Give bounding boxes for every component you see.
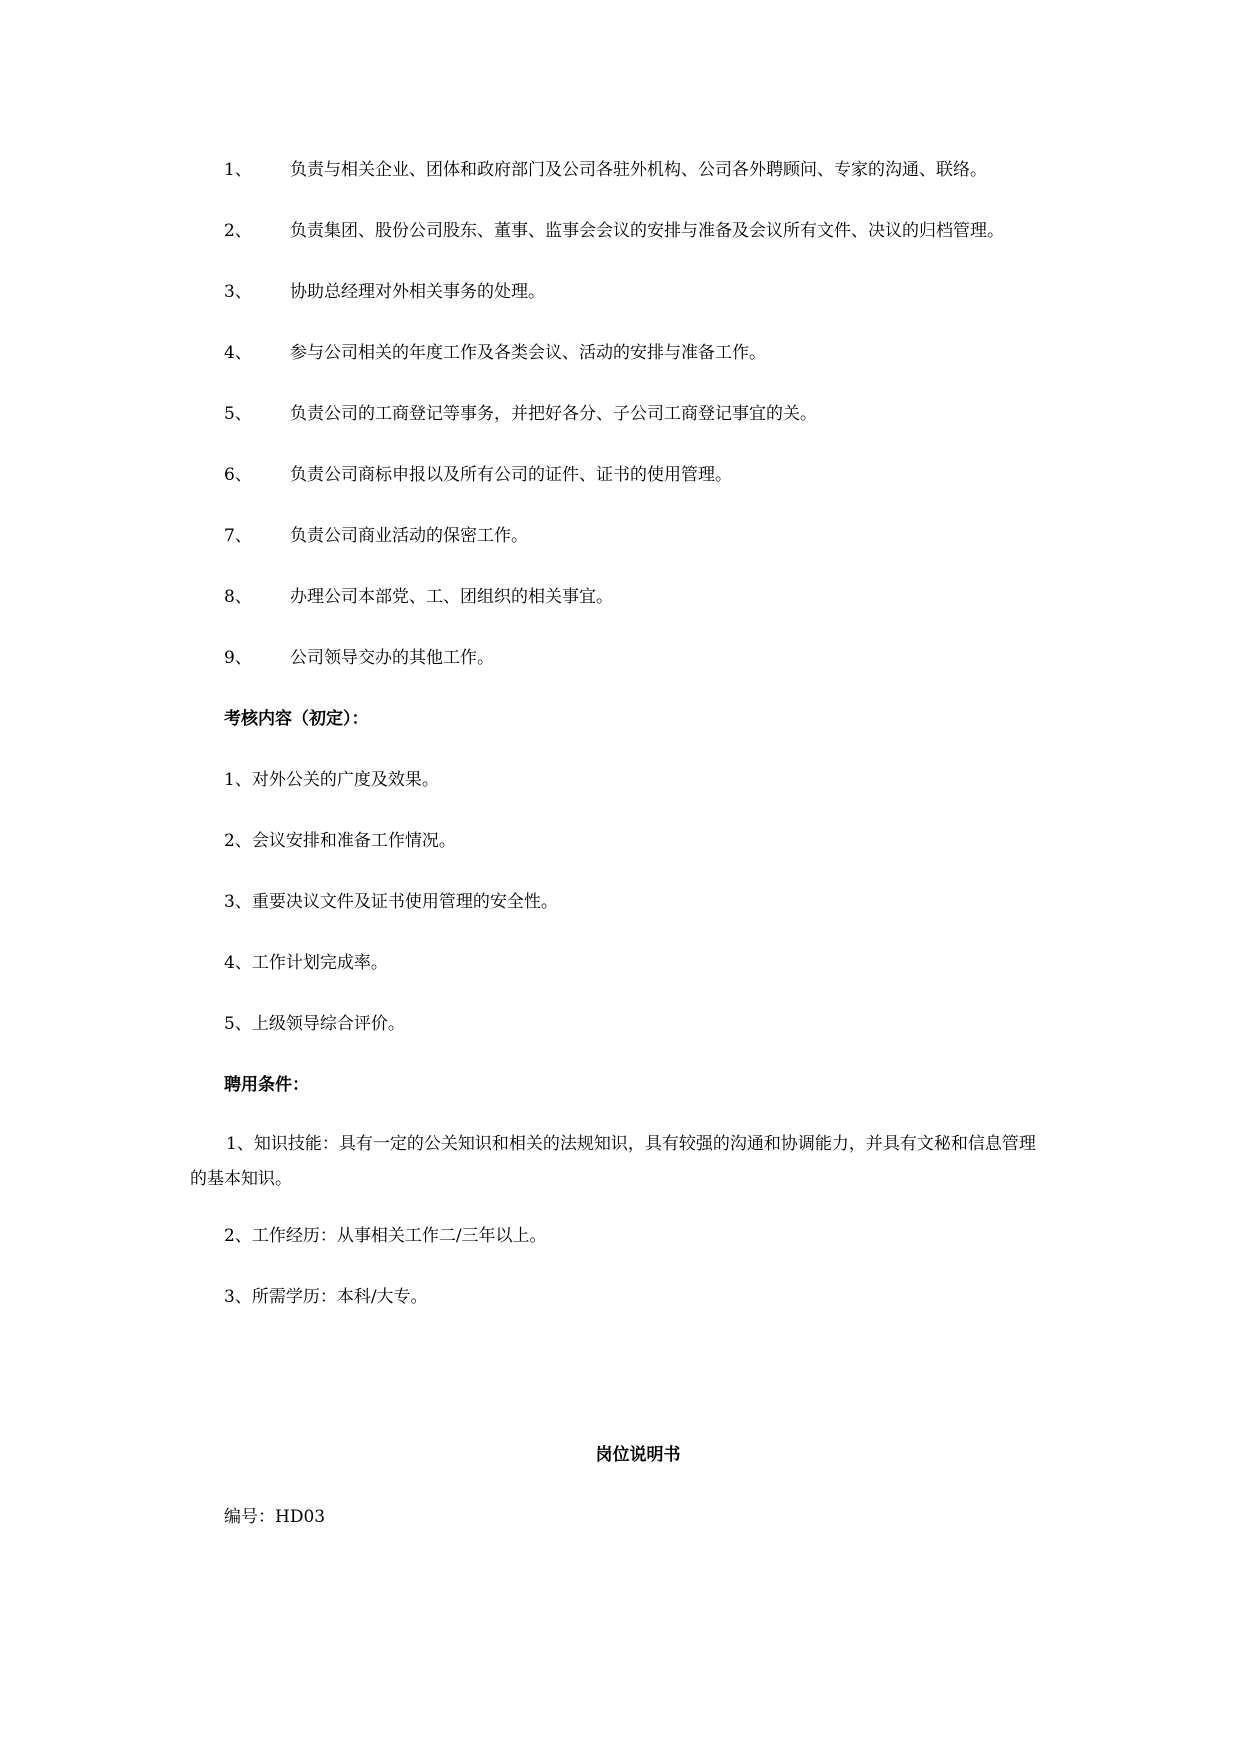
requirement-experience: 2、工作经历：从事相关工作二/三年以上。 [224, 1226, 547, 1246]
assessment-item: 1、对外公关的广度及效果。 [224, 770, 439, 790]
requirement-knowledge: 1、知识技能：具有一定的公关知识和相关的法规知识，具有较强的沟通和协调能力，并具有文秘和信息管理的基本知识。 [190, 1134, 1036, 1189]
duty-text: 负责公司的工商登记等事务，并把好各分、子公司工商登记事宜的关。 [290, 404, 817, 424]
requirements-heading: 聘用条件： [224, 1075, 309, 1095]
assessment-item: 2、会议安排和准备工作情况。 [224, 831, 456, 851]
duty-text: 负责与相关企业、团体和政府部门及公司各驻外机构、公司各外聘顾问、专家的沟通、联络。 [290, 160, 987, 180]
duty-number: 1、 [224, 160, 252, 180]
duty-text: 负责公司商标申报以及所有公司的证件、证书的使用管理。 [290, 465, 732, 485]
duty-number: 5、 [224, 404, 252, 424]
duty-number: 3、 [224, 282, 252, 302]
duty-number: 4、 [224, 343, 252, 363]
duty-text: 参与公司相关的年度工作及各类会议、活动的安排与准备工作。 [290, 343, 766, 363]
duty-number: 7、 [224, 526, 252, 546]
requirement-education: 3、所需学历：本科/大专。 [224, 1287, 428, 1307]
duty-text: 公司领导交办的其他工作。 [290, 648, 494, 668]
assessment-heading: 考核内容（初定）： [224, 709, 369, 729]
duty-number: 6、 [224, 465, 252, 485]
assessment-item: 3、重要决议文件及证书使用管理的安全性。 [224, 892, 558, 912]
document-title: 岗位说明书 [595, 1445, 681, 1465]
duty-number: 8、 [224, 587, 252, 607]
assessment-item: 5、上级领导综合评价。 [224, 1014, 405, 1034]
assessment-item: 4、工作计划完成率。 [224, 953, 388, 973]
duty-number: 2、 [224, 221, 252, 241]
duty-number: 9、 [224, 648, 252, 668]
document-code: 编号：HD03 [224, 1507, 326, 1527]
duty-text: 协助总经理对外相关事务的处理。 [290, 282, 545, 302]
duty-text: 负责公司商业活动的保密工作。 [290, 526, 528, 546]
duty-text: 负责集团、股份公司股东、董事、监事会会议的安排与准备及会议所有文件、决议的归档管理。 [290, 221, 1004, 241]
duty-text: 办理公司本部党、工、团组织的相关事宜。 [290, 587, 613, 607]
